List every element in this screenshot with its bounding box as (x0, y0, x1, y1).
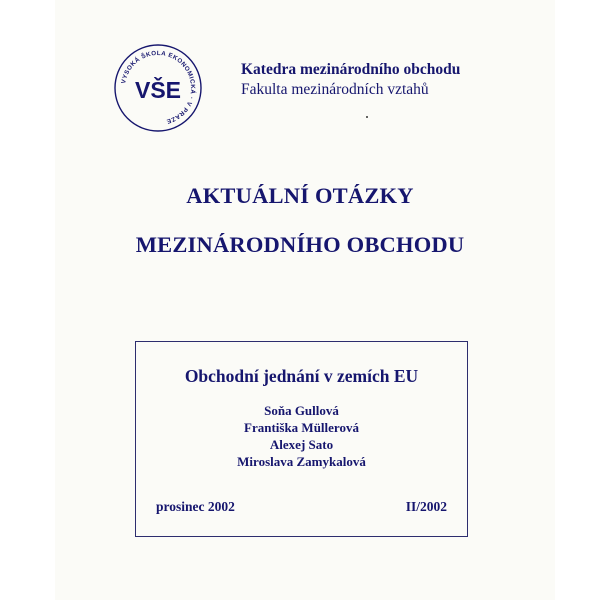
publication-date: prosinec 2002 (156, 499, 235, 514)
dot-mark (366, 116, 368, 118)
publication-subtitle: Obchodní jednání v zemích EU (184, 366, 419, 386)
author-name: Soňa Gullová (264, 403, 339, 418)
author-name: Františka Müllerová (244, 420, 359, 435)
title-line-2: MEZINÁRODNÍHO OBCHODU (135, 232, 465, 257)
title-line-1: AKTUÁLNÍ OTÁZKY (186, 183, 414, 208)
faculty-name: Fakulta mezinárodních vztahů (241, 81, 429, 98)
department-block (241, 60, 460, 100)
authors-list (136, 402, 467, 470)
author-name: Miroslava Zamykalová (237, 454, 366, 469)
issue-number: II/2002 (405, 499, 447, 514)
logo-monogram: VŠE (134, 77, 182, 103)
department-name: Katedra mezinárodního obchodu (241, 61, 461, 78)
author-name: Alexej Sato (269, 437, 334, 452)
publication-box (135, 341, 468, 537)
logo-ring-text: VYSOKÁ ŠKOLA EKONOMICKÁ · V PRAZE (120, 49, 197, 125)
vse-logo (108, 38, 208, 138)
